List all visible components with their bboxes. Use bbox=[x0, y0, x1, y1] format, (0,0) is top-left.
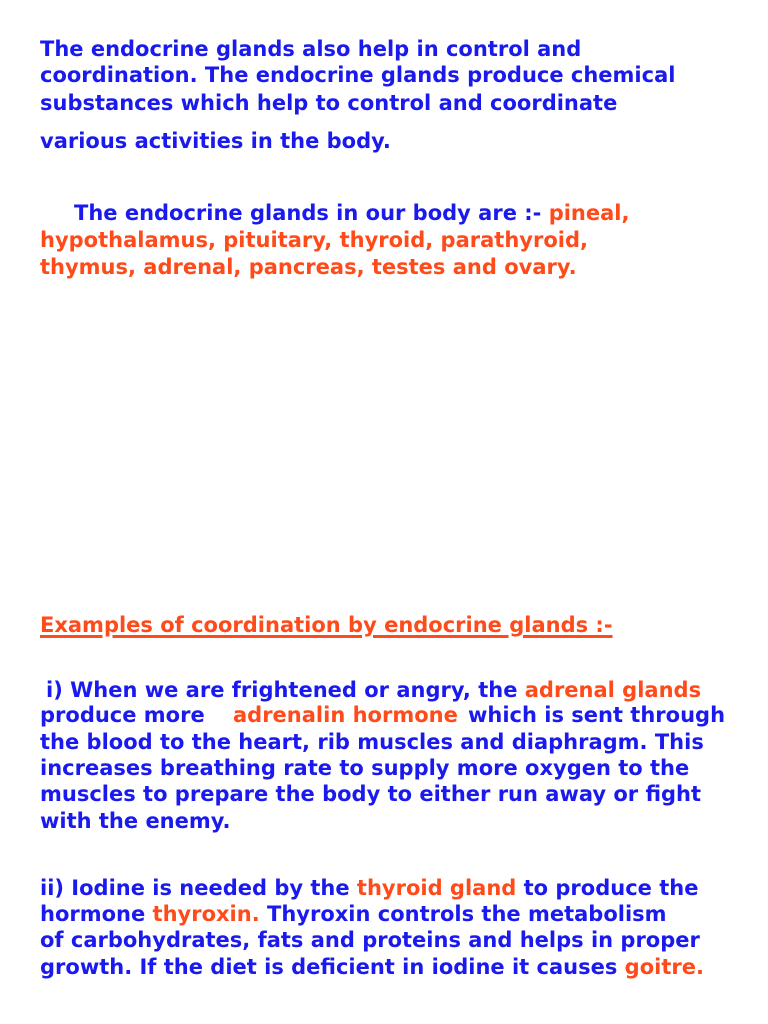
example-1-line-3: the blood to the heart, rib muscles and diaphragm. This bbox=[40, 730, 704, 754]
example-2-line-3: of carbohydrates, fats and proteins and helps in proper bbox=[40, 928, 700, 952]
example-1-text-c: which is sent through bbox=[468, 703, 726, 727]
example-2-line-2 bbox=[40, 901, 667, 927]
gland-list-start: pineal, bbox=[548, 201, 630, 225]
example-2-line-4 bbox=[40, 954, 704, 980]
goitre-term: goitre. bbox=[624, 955, 704, 979]
example-1-line-1 bbox=[46, 677, 701, 703]
example-2-text-c: hormone bbox=[40, 902, 153, 926]
example-2-line-1 bbox=[40, 875, 698, 901]
example-2-text-b: to produce the bbox=[516, 876, 699, 900]
paragraph-2-line-1 bbox=[74, 200, 629, 226]
example-2-text-e: growth. If the diet is deficient in iodine it causes bbox=[40, 955, 625, 979]
examples-heading: Examples of coordination by endocrine glands :- bbox=[40, 613, 613, 637]
example-1-line-2 bbox=[40, 702, 205, 728]
adrenalin-hormone-term: adrenalin hormone bbox=[233, 703, 458, 727]
example-1-text-a: i) When we are frightened or angry, the bbox=[46, 678, 525, 702]
adrenal-glands-term: adrenal glands bbox=[524, 678, 702, 702]
example-2-text-a: ii) Iodine is needed by the bbox=[40, 876, 357, 900]
paragraph-1-line-1: The endocrine glands also help in control and bbox=[40, 37, 582, 61]
paragraph-2-intro: The endocrine glands in our body are :- bbox=[74, 201, 549, 225]
example-1-line-5: muscles to prepare the body to either run away or fight bbox=[40, 782, 702, 806]
example-2-text-d: Thyroxin controls the metabolism bbox=[259, 902, 667, 926]
thyroid-gland-term: thyroid gland bbox=[356, 876, 517, 900]
paragraph-1-line-4: various activities in the body. bbox=[40, 129, 391, 153]
gland-list-line-2: hypothalamus, pituitary, thyroid, parathyroid, bbox=[40, 228, 588, 252]
gland-list-line-3: thymus, adrenal, pancreas, testes and ovary. bbox=[40, 255, 577, 279]
paragraph-1-line-3: substances which help to control and coordinate bbox=[40, 91, 618, 115]
example-1-line-6: with the enemy. bbox=[40, 809, 231, 833]
thyroxin-term: thyroxin. bbox=[152, 902, 260, 926]
example-1-text-b: produce more bbox=[40, 703, 205, 727]
example-1-line-4: increases breathing rate to supply more oxygen to the bbox=[40, 756, 690, 780]
paragraph-1-line-2: coordination. The endocrine glands produce chemical bbox=[40, 63, 676, 87]
